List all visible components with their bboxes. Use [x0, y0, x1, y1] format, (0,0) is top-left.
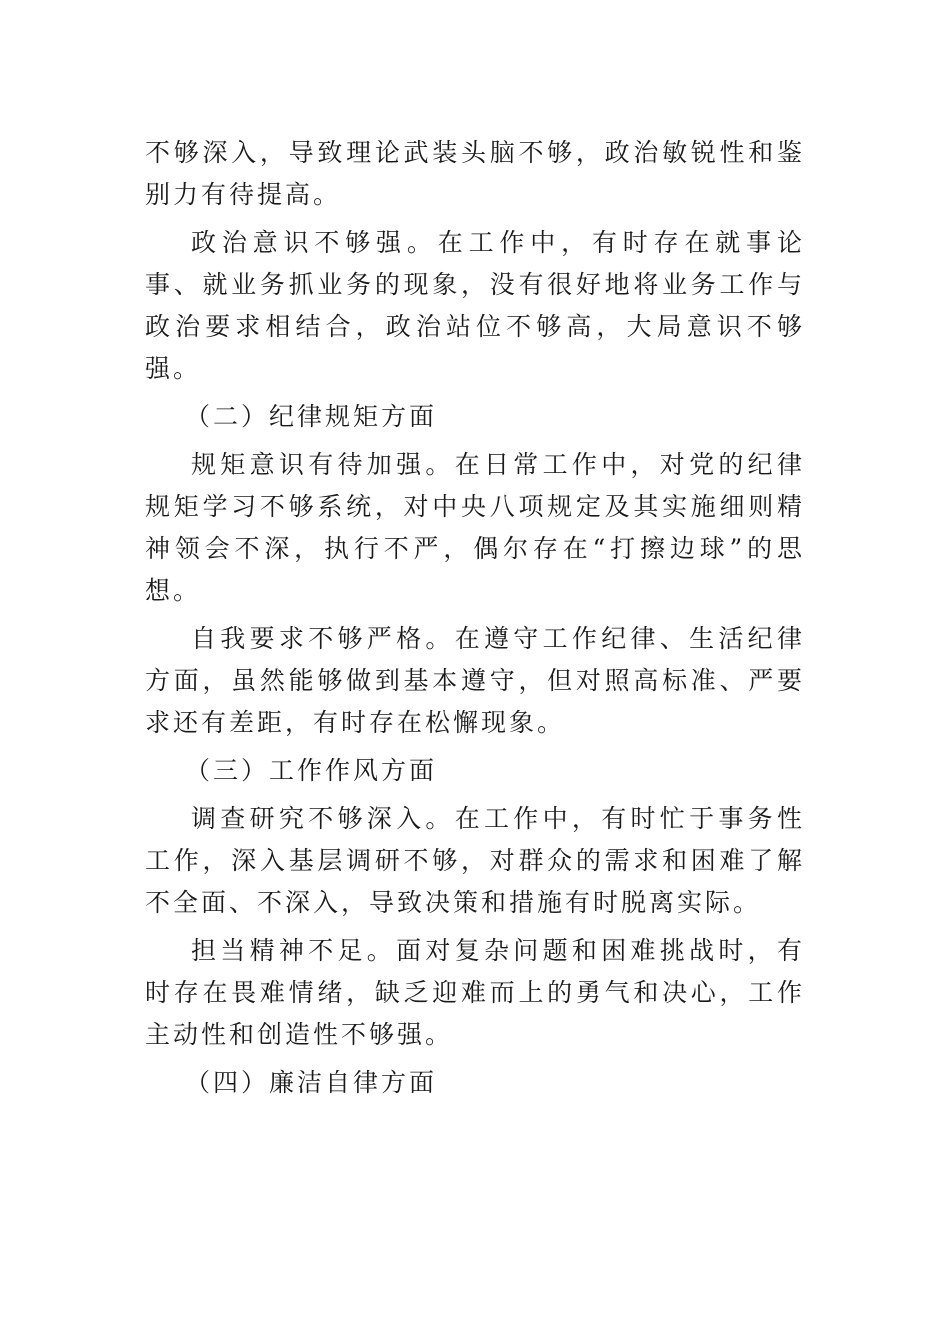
- section-heading-discipline: （二）纪律规矩方面: [185, 402, 438, 431]
- section-heading-work-style: （三）工作作风方面: [185, 756, 438, 785]
- paragraph-continuation: 不够深入，导致理论武装头脑不够，政治敏锐性和鉴别力有待提高。: [145, 138, 805, 209]
- paragraph-responsibility: 担当精神不足。面对复杂问题和困难挑战时，有时存在畏难情绪，缺乏迎难而上的勇气和决心，工作主动性和创造性不够强。: [145, 936, 805, 1049]
- paragraph-self-requirement: 自我要求不够严格。在遵守工作纪律、生活纪律方面，虽然能够做到基本遵守，但对照高标准、严要求还有差距，有时存在松懈现象。: [145, 624, 805, 737]
- document-body: [145, 132, 805, 1110]
- section-heading-integrity: （四）廉洁自律方面: [185, 1068, 438, 1097]
- paragraph-political-awareness: 政治意识不够强。在工作中，有时存在就事论事、就业务抓业务的现象，没有很好地将业务工作与政治要求相结合，政治站位不够高，大局意识不够强。: [145, 228, 805, 383]
- paragraph-research: 调查研究不够深入。在工作中，有时忙于事务性工作，深入基层调研不够，对群众的需求和困难了解不全面、不深入，导致决策和措施有时脱离实际。: [145, 804, 805, 917]
- paragraph-rules-awareness: 规矩意识有待加强。在日常工作中，对党的纪律规矩学习不够系统，对中央八项规定及其实施细则精神领会不深，执行不严，偶尔存在“打擦边球”的思想。: [145, 450, 805, 605]
